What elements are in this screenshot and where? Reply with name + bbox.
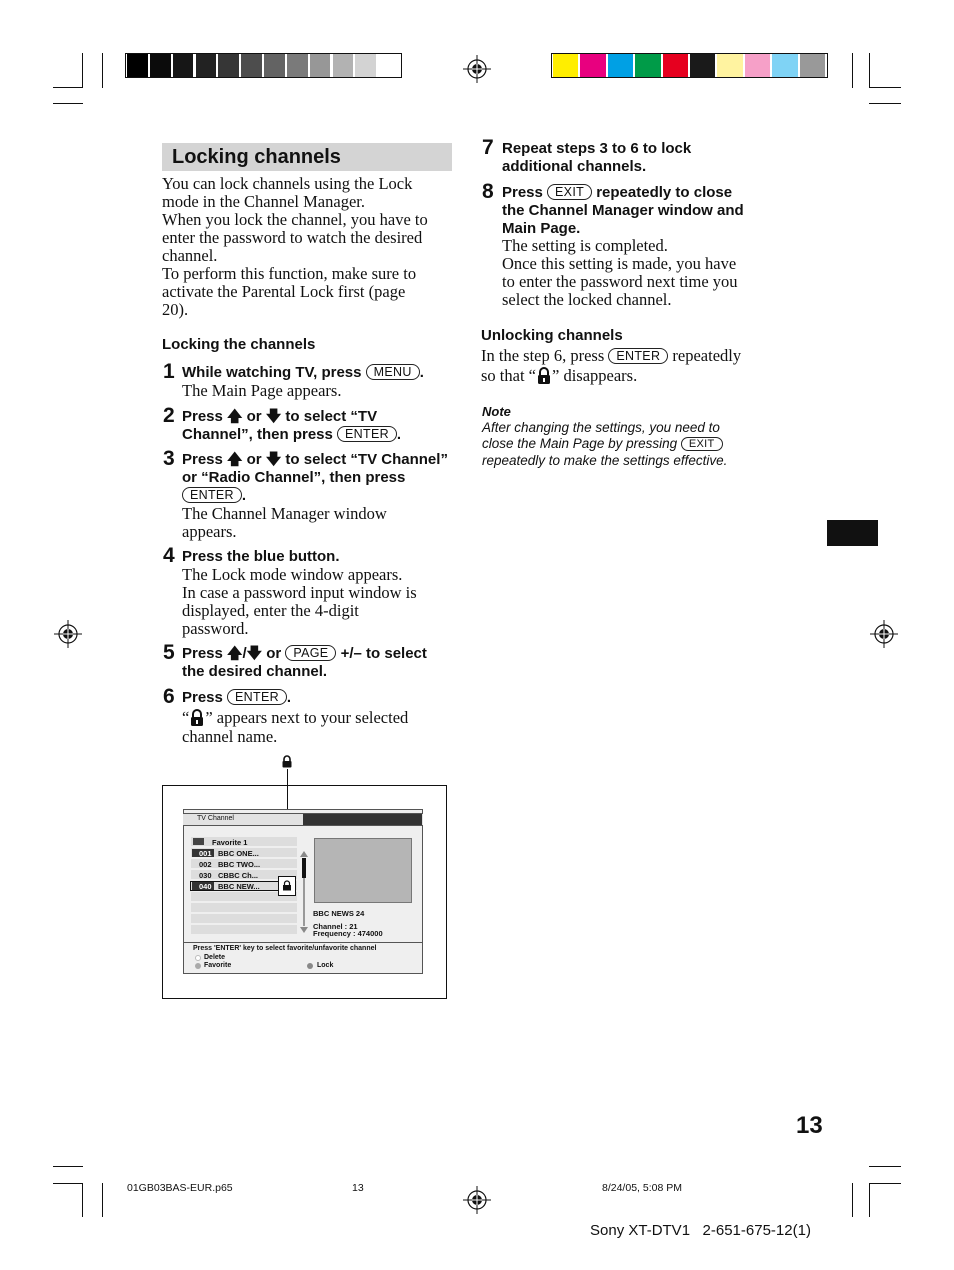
color-swatch: [310, 54, 331, 77]
preview-box: [314, 838, 412, 903]
list-row: [191, 903, 297, 912]
color-swatch: [150, 54, 171, 77]
color-swatch: [287, 54, 308, 77]
color-swatch: [378, 54, 399, 77]
color-swatch: [333, 54, 354, 77]
color-swatch: [127, 54, 148, 77]
registration-mark-left: [54, 620, 82, 648]
channel-num: 001: [199, 849, 212, 858]
screen-title: TV Channel: [197, 815, 234, 822]
channel-name: BBC NEW...: [218, 882, 260, 891]
footer-model: Sony XT-DTV1 2-651-675-12(1): [590, 1222, 811, 1239]
exit-key: EXIT: [547, 184, 592, 200]
side-tab: [827, 520, 878, 546]
info-channel: Channel : 21: [313, 922, 358, 931]
info-name: BBC NEWS 24: [313, 909, 365, 918]
footer-hint: Press 'ENTER' key to select favorite/unfavorite channel: [193, 945, 377, 952]
enter-key: ENTER: [227, 689, 287, 705]
note-heading: Note: [482, 404, 511, 419]
opt-lock: Lock: [317, 962, 334, 969]
info-frequency: Frequency : 474000: [313, 929, 383, 938]
page-number: 13: [796, 1112, 823, 1139]
enter-key: ENTER: [608, 348, 668, 364]
scroll-down-icon: [300, 927, 308, 933]
color-swatch: [355, 54, 376, 77]
enter-key: ENTER: [337, 426, 397, 442]
color-swatch: [196, 54, 217, 77]
channel-num: 040: [199, 882, 212, 891]
opt-favorite: Favorite: [204, 962, 232, 969]
color-swatch: [772, 54, 797, 77]
section-title: Locking channels: [172, 146, 341, 168]
lock-icon: [536, 367, 552, 385]
favorite-icon: [193, 838, 204, 845]
color-swatch: [800, 54, 825, 77]
color-swatch: [663, 54, 688, 77]
arrow-up-icon: 🡅: [227, 451, 243, 468]
enter-key: ENTER: [182, 487, 242, 503]
arrow-up-down-icon: 🡅/🡇: [227, 645, 263, 662]
registration-mark-top: [463, 55, 491, 83]
color-swatch: [241, 54, 262, 77]
footer-file: 01GB03BAS-EUR.p65: [127, 1182, 233, 1194]
color-swatch: [580, 54, 605, 77]
lock-callout-icon: [281, 755, 293, 768]
delete-dot-icon: [195, 955, 201, 961]
screen-title-dark: [303, 814, 422, 825]
arrow-down-icon: 🡇: [265, 408, 282, 425]
color-swatch: [173, 54, 194, 77]
arrow-down-icon: 🡇: [265, 451, 282, 468]
arrow-up-icon: 🡅: [227, 408, 243, 425]
list-row: [191, 925, 297, 934]
screen-footer: [183, 942, 423, 943]
lock-dot-icon: [307, 963, 313, 969]
scrollbar-thumb: [302, 858, 306, 878]
color-swatch: [717, 54, 742, 77]
color-swatch: [218, 54, 239, 77]
subheading-locking: Locking the channels: [162, 336, 316, 353]
channel-name: BBC ONE...: [218, 849, 259, 858]
unlocking-heading: Unlocking channels: [481, 327, 623, 344]
page-key: PAGE: [285, 645, 336, 661]
color-swatch: [690, 54, 715, 77]
color-swatch: [608, 54, 633, 77]
lock-icon: [189, 709, 205, 727]
favorite-dot-icon: [195, 963, 201, 969]
channel-num: 030: [199, 871, 212, 880]
color-swatch: [264, 54, 285, 77]
color-swatch: [553, 54, 578, 77]
favorite-label: Favorite 1: [212, 838, 248, 847]
color-swatch: [635, 54, 660, 77]
channel-name: CBBC Ch...: [218, 871, 258, 880]
list-row: [191, 914, 297, 923]
opt-delete: Delete: [204, 954, 226, 961]
color-swatch: [745, 54, 770, 77]
footer-date: 8/24/05, 5:08 PM: [602, 1182, 682, 1194]
registration-mark-bottom: [463, 1186, 491, 1214]
scroll-up-icon: [300, 851, 308, 857]
channel-name: BBC TWO...: [218, 860, 261, 869]
registration-mark-right: [870, 620, 898, 648]
exit-key: EXIT: [681, 437, 723, 451]
menu-key: MENU: [366, 364, 420, 380]
footer-page: 13: [352, 1182, 364, 1194]
lock-icon: [282, 880, 292, 891]
channel-num: 002: [199, 860, 212, 869]
